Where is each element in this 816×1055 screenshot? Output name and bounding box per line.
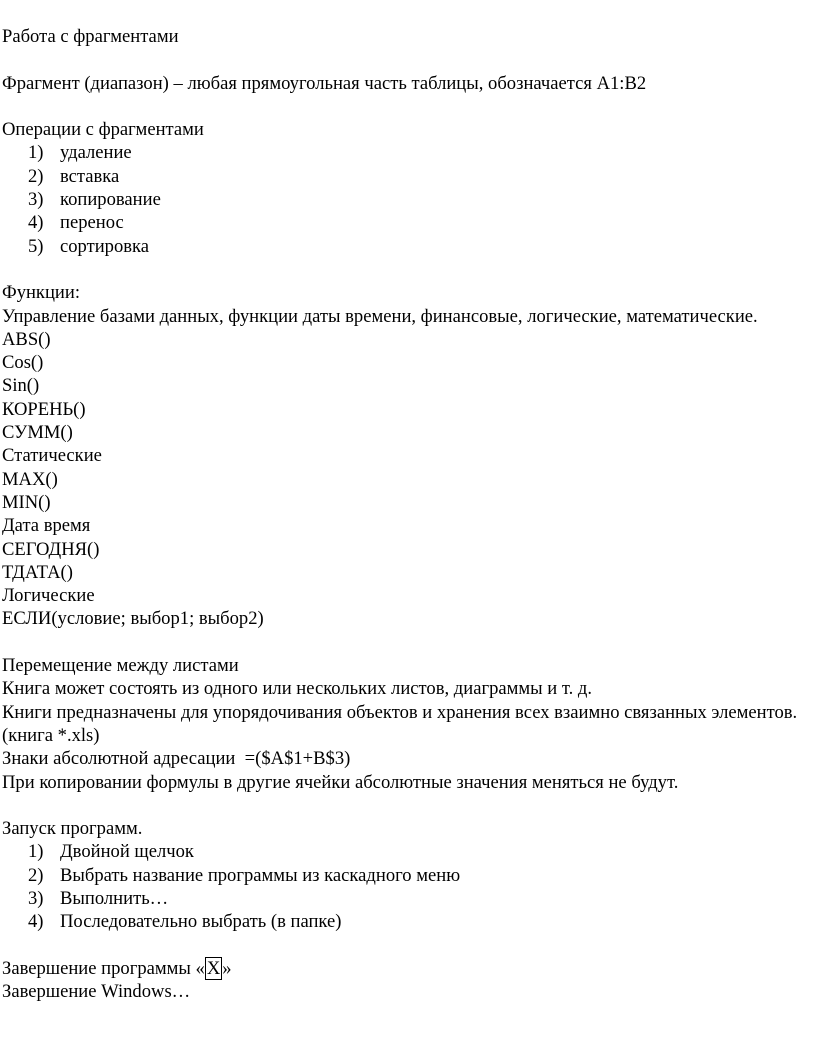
list-text: копирование <box>60 189 161 211</box>
list-item <box>2 165 802 188</box>
exit-program-suffix: » <box>222 957 232 979</box>
list-item <box>2 235 802 258</box>
function-line: Sin() <box>2 375 40 397</box>
sheets-line: (книга *.xls) <box>2 724 100 746</box>
function-line: MAX() <box>2 468 58 490</box>
absolute-address-line: Знаки абсолютной адресации =($A$1+B$3) <box>2 748 351 770</box>
list-text: вставка <box>60 165 120 187</box>
blank-line <box>2 794 802 817</box>
blank-line <box>2 48 802 71</box>
function-line: Статические <box>2 445 102 467</box>
sheets-heading: Перемещение между листами <box>2 655 239 677</box>
fragment-definition: Фрагмент (диапазон) – любая прямоугольная часть таблицы, обозначается A1:B2 <box>2 72 647 94</box>
list-number: 1) <box>28 142 44 164</box>
list-item <box>2 840 802 863</box>
blank-line <box>2 258 802 281</box>
list-number: 2) <box>28 864 44 886</box>
function-line: ТДАТА() <box>2 561 73 583</box>
function-line: Логические <box>2 585 95 607</box>
operations-list <box>2 141 802 257</box>
function-line: MIN() <box>2 491 51 513</box>
functions-description: Управление базами данных, функции даты времени, финансовые, логические, математические. <box>2 305 758 327</box>
list-number: 4) <box>28 212 44 234</box>
function-line: ABS() <box>2 328 51 350</box>
blank-line <box>2 631 802 654</box>
list-item <box>2 211 802 234</box>
exit-program-prefix: Завершение программы « <box>2 957 205 979</box>
operations-heading: Операции с фрагментами <box>2 119 204 141</box>
sheets-line: При копировании формулы в другие ячейки абсолютные значения меняться не будут. <box>2 771 679 793</box>
functions-heading: Функции: <box>2 282 80 304</box>
close-x-symbol: X <box>206 957 221 979</box>
list-text: Двойной щелчок <box>60 841 194 863</box>
list-number: 2) <box>28 165 44 187</box>
document-content <box>2 25 802 1003</box>
list-number: 1) <box>28 841 44 863</box>
list-number: 5) <box>28 235 44 257</box>
list-item <box>2 910 802 933</box>
list-text: сортировка <box>60 235 150 257</box>
launch-heading: Запуск программ. <box>2 818 143 840</box>
sheets-line: Книги предназначены для упорядочивания объектов и хранения всех взаимно связанных элементов. <box>2 701 798 723</box>
list-number: 3) <box>28 189 44 211</box>
list-text: перенос <box>60 212 124 234</box>
function-line: КОРЕНЬ() <box>2 398 86 420</box>
list-text: Выполнить… <box>60 887 169 909</box>
list-number: 4) <box>28 911 44 933</box>
sheets-line: Книга может состоять из одного или нескольких листов, диаграммы и т. д. <box>2 678 593 700</box>
blank-line <box>2 95 802 118</box>
function-line: СЕГОДНЯ() <box>2 538 100 560</box>
document-title: Работа с фрагментами <box>2 26 179 47</box>
function-line: ЕСЛИ(условие; выбор1; выбор2) <box>2 608 264 630</box>
list-text: удаление <box>60 142 132 164</box>
blank-line <box>2 934 802 957</box>
launch-list <box>2 840 802 933</box>
exit-windows-line: Завершение Windows… <box>2 981 191 1003</box>
list-item <box>2 887 802 910</box>
list-item <box>2 188 802 211</box>
list-item <box>2 864 802 887</box>
exit-program-line <box>2 957 802 980</box>
function-line: Cos() <box>2 352 44 374</box>
function-line: Дата время <box>2 515 91 537</box>
list-number: 3) <box>28 887 44 909</box>
list-text: Выбрать название программы из каскадного меню <box>60 864 461 886</box>
list-item <box>2 141 802 164</box>
list-text: Последовательно выбрать (в папке) <box>60 911 342 933</box>
function-line: СУММ() <box>2 422 73 444</box>
